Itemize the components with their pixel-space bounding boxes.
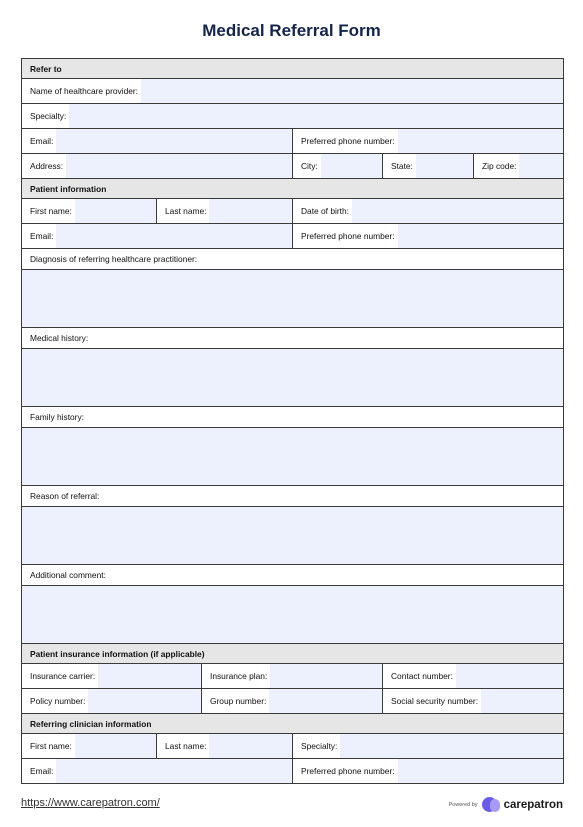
field-label: Email: [22,224,56,248]
form-row [22,407,563,428]
reason-textarea[interactable] [22,507,563,565]
diagnosis-textarea[interactable] [22,270,563,328]
clinician-email-field[interactable] [22,759,293,783]
field-label: Preferred phone number: [293,759,398,783]
field-label: First name: [22,734,75,758]
field-label: City: [293,154,321,178]
first-name-field[interactable] [22,199,157,223]
email-field[interactable] [22,129,293,153]
page-title: Medical Referral Form [202,21,381,40]
footer-link[interactable]: https://www.carepatron.com/ [21,797,160,809]
clinician-first-name-field[interactable] [22,734,157,758]
form-row [22,224,563,249]
field-label: State: [383,154,416,178]
form-row [22,759,563,784]
form-row [22,154,563,179]
field-label: Contact number: [383,664,456,688]
brand-logo [449,796,563,813]
form-row [22,129,563,154]
field-label: Diagnosis of referring healthcare practitioner: [22,249,563,269]
section-patient-information [22,179,563,199]
field-label: Family history: [22,407,563,427]
form-row [22,565,563,586]
phone-field[interactable] [293,224,563,248]
section-insurance [22,644,563,664]
field-label: First name: [22,199,75,223]
city-field[interactable] [293,154,383,178]
field-label: Email: [22,129,56,153]
field-label: Medical history: [22,328,563,348]
clinician-specialty-field[interactable] [293,734,563,758]
form-row [22,689,563,714]
field-label: Specialty: [293,734,340,758]
form-row [22,486,563,507]
form-row [22,734,563,759]
referral-form [21,58,564,784]
family-history-textarea[interactable] [22,428,563,486]
field-label: Last name: [157,199,209,223]
last-name-field[interactable] [157,199,293,223]
form-row [22,79,563,104]
field-label: Zip code: [474,154,519,178]
section-refer-to [22,59,563,79]
field-label: Specialty: [22,104,69,128]
field-label: Social security number: [383,689,481,713]
state-field[interactable] [383,154,474,178]
provider-name-field[interactable] [22,79,563,103]
carepatron-logo-icon [482,796,501,813]
section-heading: Patient insurance information (if applicable) [30,648,205,659]
contact-number-field[interactable] [383,664,563,688]
field-label: Date of birth: [293,199,352,223]
ssn-field[interactable] [383,689,563,713]
specialty-field[interactable] [22,104,563,128]
field-label: Reason of referral: [22,486,563,506]
insurance-carrier-field[interactable] [22,664,202,688]
insurance-plan-field[interactable] [202,664,383,688]
group-number-field[interactable] [202,689,383,713]
zip-field[interactable] [474,154,563,178]
field-label: Insurance plan: [202,664,270,688]
field-label: Last name: [157,734,209,758]
field-label: Name of healthcare provider: [22,79,141,103]
section-heading: Referring clinician information [30,718,152,729]
field-label: Preferred phone number: [293,129,398,153]
policy-number-field[interactable] [22,689,202,713]
form-row [22,249,563,270]
section-heading: Patient information [30,183,107,194]
field-label: Email: [22,759,56,783]
email-field[interactable] [22,224,293,248]
field-label: Insurance carrier: [22,664,98,688]
form-row [22,199,563,224]
medical-history-textarea[interactable] [22,349,563,407]
section-clinician [22,714,563,734]
brand-name: carepatron [503,798,563,811]
field-label: Address: [22,154,66,178]
field-label: Policy number: [22,689,88,713]
field-label: Group number: [202,689,269,713]
phone-field[interactable] [293,129,563,153]
dob-field[interactable] [293,199,563,223]
address-field[interactable] [22,154,293,178]
field-label: Preferred phone number: [293,224,398,248]
form-row [22,664,563,689]
clinician-phone-field[interactable] [293,759,563,783]
comment-textarea[interactable] [22,586,563,644]
powered-by-label: Powered by [448,801,478,808]
field-label: Additional comment: [22,565,563,585]
form-row [22,104,563,129]
clinician-last-name-field[interactable] [157,734,293,758]
form-row [22,328,563,349]
section-heading: Refer to [30,63,62,74]
